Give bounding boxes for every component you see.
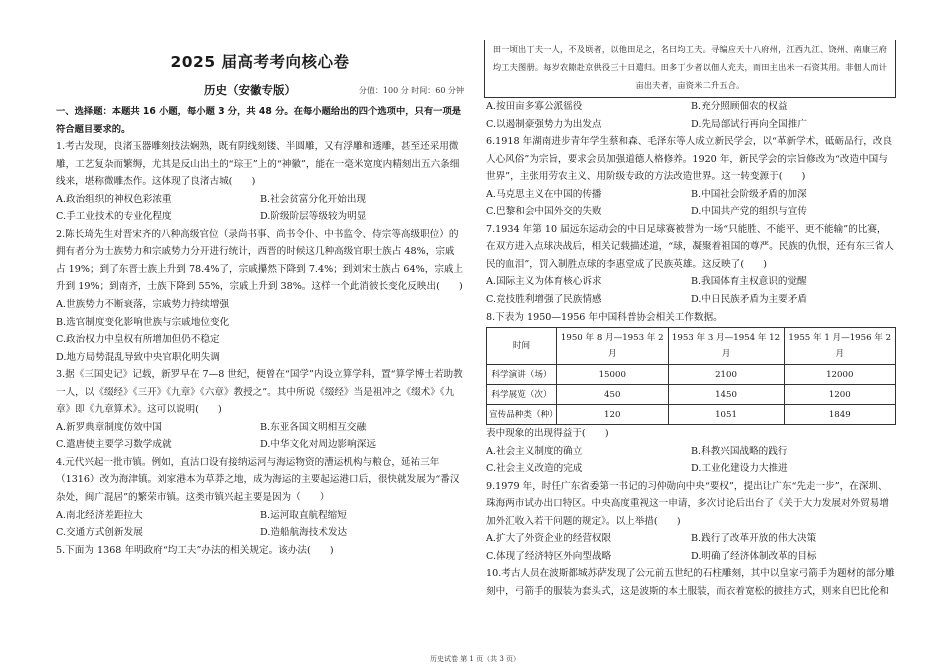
table-cell: 120 xyxy=(557,405,668,425)
page-footer: 历史试卷 第 1 页（共 3 页） xyxy=(429,655,521,663)
question-2-options xyxy=(56,296,464,366)
option[interactable]: B.东亚各国文明相互交融 xyxy=(260,421,367,433)
option[interactable]: D.明确了经济体制改革的目标 xyxy=(691,550,817,562)
option[interactable]: A.新罗典章制度仿效中国 xyxy=(56,421,162,433)
table-row xyxy=(487,405,896,425)
question-1-stem: 1.考古发现，良渚玉器雕刻技法娴熟，既有阴线刻镂、半圆雕，又有浮雕和透雕，甚至还采用微雕，工艺复杂而繁缛，尤其是反山出土的“琮王”上的“神徽”，能在一毫米宽度内精刻出五六条细线来，堪称微雕杰作。这体现了良渚古城( ) xyxy=(56,141,460,188)
table-header-cell: 1953 年 3 月—1954 年 12 月 xyxy=(668,328,784,365)
option[interactable]: B.充分照顾佃农的权益 xyxy=(691,101,788,112)
table-header-cell: 1950 年 8 月—1953 年 2 月 xyxy=(557,328,668,365)
question-3-options xyxy=(56,419,464,454)
option[interactable]: B.选官制度变化影响世族与宗戚地位变化 xyxy=(56,316,230,328)
data-table xyxy=(486,327,896,425)
section-heading: 一、选择题：本题共 16 小题，每小题 3 分，共 48 分。在每小题给出的四个选项中，只有一项是符合题目要求的。 xyxy=(56,106,462,135)
question-4-stem: 4.元代兴起一批市镇。例如，直沽口设有接纳运河与海运物资的漕运机构与粮仓，延祐三年（1316）改为海津镇。刘家港本为草莽之地，成为海运的主要起运港口后，很快就发展为“番汉杂处，闽广混居”的繁荣市镇。这类市镇兴起主要是因为（ ） xyxy=(56,456,460,504)
table-cell: 宣传品种类（种） xyxy=(487,405,557,425)
question-8-options xyxy=(486,443,896,478)
question-8-after: 表中现象的出现得益于( ) xyxy=(486,428,609,440)
left-column xyxy=(56,103,464,559)
table-cell: 450 xyxy=(557,385,668,405)
question-7-stem: 7.1934 年第 10 届远东运动会的中日足球赛被誉为一场“只能胜、不能平、更不能输”的比赛，在双方进入点球决战后，相关记载描述道，“球，凝聚着祖国的尊严。民族的仇恨，还有东三省人民的血泪”，罚入制胜点球的李惠堂成了民族英雄。这反映了( ) xyxy=(486,223,894,270)
option[interactable]: C.竞技胜利增强了民族情感 xyxy=(486,294,602,306)
table-cell: 1450 xyxy=(668,385,784,405)
option[interactable]: B.践行了改革开放的伟大决策 xyxy=(691,533,817,545)
table-header-cell: 1955 年 1 月—1956 年 2 月 xyxy=(784,328,896,365)
option[interactable]: D.造船航海技术发达 xyxy=(260,527,348,539)
option[interactable]: D.阶级阶层等级较为明显 xyxy=(260,211,367,223)
score-info: 分值：100 分 时间：60 分钟 xyxy=(358,86,464,95)
table-cell: 1200 xyxy=(784,385,896,405)
question-10-stem: 10.考古人员在波斯都城苏萨发现了公元前五世纪的石柱雕刻，其中以皇家弓箭手为题材的部分雕刻中，弓箭手的服装为套头式，这是波斯的本土服装，而衣着宽松的披挂方式，则来自巴比伦和 xyxy=(486,568,895,598)
option[interactable]: C.以遏制豪强势力为出发点 xyxy=(486,118,602,130)
table-cell: 科学展览（次） xyxy=(487,385,557,405)
option[interactable]: D.地方局势混乱导致中央官职化明失调 xyxy=(56,351,220,363)
table-cell: 12000 xyxy=(784,365,896,385)
question-7-options xyxy=(486,273,896,308)
table-row xyxy=(487,365,896,385)
question-5-options xyxy=(486,98,896,133)
subtitle-row xyxy=(56,82,464,102)
option[interactable]: A.政治组织的神权色彩浓重 xyxy=(56,193,172,205)
option[interactable]: A.马克思主义在中国的传播 xyxy=(486,188,602,200)
question-9-options xyxy=(486,530,896,565)
table-row xyxy=(487,385,896,405)
table-cell: 科学演讲（场） xyxy=(487,365,557,385)
right-column xyxy=(486,98,896,601)
question-5-stem: 5.下面为 1368 年明政府“均工夫”办法的相关规定。该办法( ) xyxy=(56,544,334,556)
option[interactable]: A.世族势力不断衰落，宗戚势力持续增强 xyxy=(56,299,230,311)
option[interactable]: D.中国共产党的组织与宣传 xyxy=(691,206,807,218)
table-cell: 2100 xyxy=(668,365,784,385)
question-8-stem: 8.下表为 1950—1956 年中国科普协会相关工作数据。 xyxy=(486,311,723,323)
q5-quote-box: 田一顷出丁夫一人，不及顷者，以他田足之，名曰均工夫。寻编应天十八府州，江西九江、饶州、南康三府均工夫图册。每岁农隙赴京供役三十日遣归。田多丁少者以佃人充夫，而田主出米一石资其用。非佃人而计亩出夫者，亩资米二升五合。 xyxy=(484,40,896,98)
option[interactable]: D.先局部试行再向全国推广 xyxy=(691,118,807,130)
option[interactable]: C.政治权力中皇权有所增加但仍不稳定 xyxy=(56,334,220,346)
option[interactable]: B.我国体育主权意识的觉醒 xyxy=(691,276,807,288)
question-1-options xyxy=(56,191,464,226)
option[interactable]: D.工业化建设力大推进 xyxy=(691,463,788,475)
exam-subtitle: 历史（安徽专版） xyxy=(204,83,296,97)
option[interactable]: D.中日民族矛盾为主要矛盾 xyxy=(691,294,807,306)
option[interactable]: B.社会贫富分化开始出现 xyxy=(260,193,367,205)
option[interactable]: A.国际主义为体育核心诉求 xyxy=(486,276,602,288)
option[interactable]: C.体现了经济特区外向型战略 xyxy=(486,550,612,562)
question-3-stem: 3.据《三国史记》记载，新罗早在 7—8 世纪，便曾在“国学”内设立算学科，置“算学博士若助教一人，以《缀经》《三开》《九章》《六章》教授之”。其中所说《缀经》当是祖冲之《缀术》《九章》即《九章算术》。这可以说明( ) xyxy=(56,369,463,416)
exam-title: 2025 届高考考向核心卷 xyxy=(170,53,350,71)
option[interactable]: C.巴黎和会中国外交的失败 xyxy=(486,206,602,218)
table-header-cell: 时间 xyxy=(487,328,557,365)
option[interactable]: C.社会主义改造的完成 xyxy=(486,463,583,475)
table-cell: 1051 xyxy=(668,405,784,425)
question-9-stem: 9.1979 年，时任广东省委第一书记的习仲勋向中央“要权”，提出让广东“先走一步”，在深圳、珠海两市试办出口特区。中央高度重视这一申请，多次讨论后出台了《关于大力发展对外贸易增加外汇收入若干问题的规定》。以上举措( ) xyxy=(486,480,889,527)
option[interactable]: A.南北经济差距拉大 xyxy=(56,509,143,521)
option[interactable]: A.按田亩多寡公派徭役 xyxy=(486,101,583,112)
option[interactable]: A.社会主义制度的确立 xyxy=(486,445,583,457)
option[interactable]: C.手工业技术的专业化程度 xyxy=(56,211,172,223)
option[interactable]: C.交通方式创新发展 xyxy=(56,527,143,539)
option[interactable]: A.扩大了外资企业的经营权限 xyxy=(486,533,612,545)
option[interactable]: C.遣唐使主要学习数学成就 xyxy=(56,439,172,451)
question-4-options xyxy=(56,507,464,542)
option[interactable]: B.中国社会阶级矛盾的加深 xyxy=(691,188,807,200)
option[interactable]: B.运河取直航程缩短 xyxy=(260,509,347,521)
question-6-stem: 6.1918 年湖南进步青年学生蔡和森、毛泽东等人成立新民学会，以“革新学术，砥砺品行，改良人心风俗”为宗旨，要求会员加强道德人格修养。1920 年，新民学会的宗旨修改为“改造中国与世界”，主张用劳农主义、用阶级专政的方法改造世界。这一转变源于( ) xyxy=(486,136,893,183)
table-cell: 15000 xyxy=(557,365,668,385)
question-6-options xyxy=(486,186,896,221)
option[interactable]: D.中华文化对周边影响深远 xyxy=(260,439,376,451)
option[interactable]: B.科教兴国战略的践行 xyxy=(691,445,788,457)
table-header-row xyxy=(487,328,896,365)
question-2-stem: 2.陈长琦先生对晋宋齐的八种高级官位（录尚书事、尚书令仆、中书监令、侍宗等高级职位）的拥有者分为士族势力和宗戚势力分开进行统计，西晋的时候这几种高级官职士族占 48%，宗戚占 19%；到了东晋士族上升到 78.4%了，宗戚攥然下降到 7.4%；到刘宋士族占 64%，宗戚上升到 19%；到南齐，士族下降到 55%，宗戚上升到 38%。这样一个此消彼长变化反映出( ) xyxy=(56,228,464,293)
table-cell: 1849 xyxy=(784,405,896,425)
